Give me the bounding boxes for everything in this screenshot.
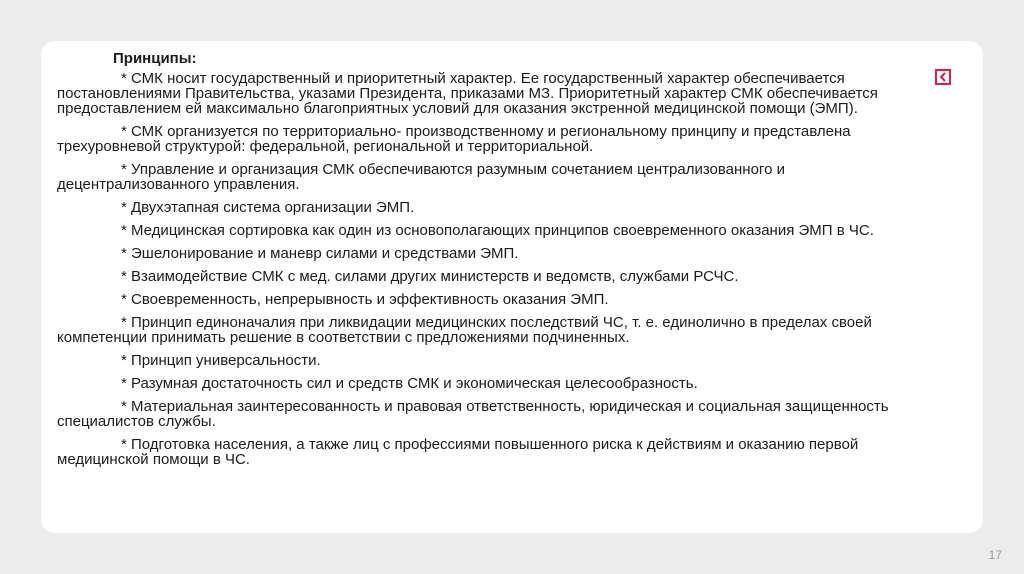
back-button[interactable] [935,69,951,85]
principle-item [57,353,917,368]
principle-item [57,162,917,192]
principle-text: * Эшелонирование и маневр силами и средствами ЭМП. [121,245,519,262]
slide-heading: Принципы: [113,50,197,67]
principle-text: * Принцип единоначалия при ликвидации медицинских последствий ЧС, т. е. единолично в пределах своей компетенции принимать решение в соответствии с предложениями подчиненных. [57,314,872,346]
principle-item [57,223,917,238]
principle-text: * СМК организуется по территориально- производственному и региональному принципу и представлена трехуровневой структурой: федеральной, региональной и территориальной. [57,123,851,155]
principle-text: * Своевременность, непрерывность и эффективность оказания ЭМП. [121,291,609,308]
principle-text: * Подготовка населения, а также лиц с профессиями повышенного риска к действиям и оказанию первой медицинской помощи в ЧС. [57,436,859,468]
principle-text: * Управление и организация СМК обеспечиваются разумным сочетанием централизованного и децентрализованного управления. [57,161,785,193]
principle-text: * Двухэтапная система организации ЭМП. [121,199,415,216]
principle-item [57,399,917,429]
principle-item [57,246,917,261]
principle-item [57,292,917,307]
principle-text: * Медицинская сортировка как один из основополагающих принципов своевременного оказания ЭМП в ЧС. [121,222,874,239]
principles-list [57,71,917,467]
principle-item [57,200,917,215]
slide-content [57,51,917,475]
principle-item [57,71,917,116]
principle-item [57,315,917,345]
principle-item [57,437,917,467]
page-number: 17 [988,548,1002,562]
principle-text: * СМК носит государственный и приоритетный характер. Ее государственный характер обеспечивается постановлениями Правительства, указами Президента, приказами МЗ. Приоритетный характер СМК обеспечивается предоставлением ей максимально благоприятных условий для оказания экстренной медицинской помощи (ЭМП). [57,70,878,117]
principle-text: * Взаимодействие СМК с мед. силами других министерств и ведомств, службами РСЧС. [121,268,739,285]
principle-item [57,124,917,154]
principle-text: * Разумная достаточность сил и средств СМК и экономическая целесообразность. [121,375,698,392]
principle-text: * Материальная заинтересованность и правовая ответственность, юридическая и социальная защищенность специалистов службы. [57,398,889,430]
principle-text: * Принцип универсальности. [121,352,321,369]
principle-item [57,376,917,391]
principle-item [57,269,917,284]
chevron-left-icon [939,72,947,82]
